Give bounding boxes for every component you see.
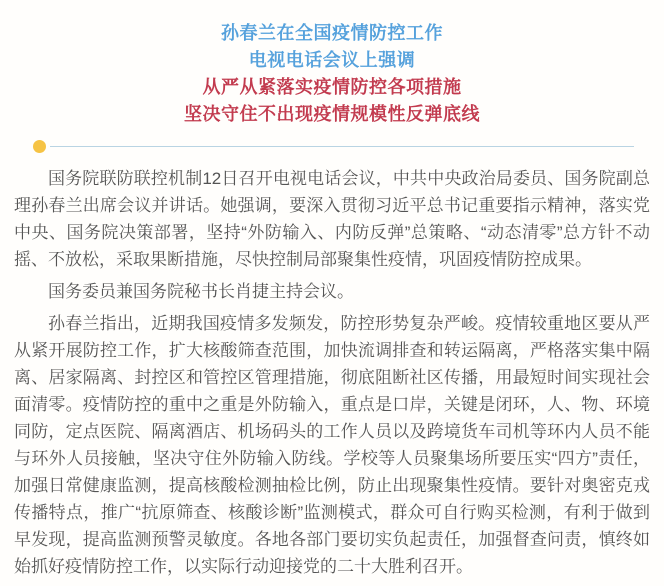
title-line-red-2: 坚决守住不出现疫情规模性反弹底线 xyxy=(184,104,480,124)
divider-line xyxy=(50,146,634,147)
title-line-blue-2: 电视电话会议上强调 xyxy=(248,50,416,70)
section-divider xyxy=(33,139,634,153)
paragraph-1: 国务院联防联控机制12日召开电视电话会议，中共中央政治局委员、国务院副总理孙春兰出席会议并讲话。她强调，要深入贯彻习近平总书记重要指示精神，落实党中央、国务院决策部署，坚持“外防输入、内防反弹”总策略、“动态清零”总方针不动摇、不放松，采取果断措施，尽快控制局部聚集性疫情，巩固疫情防控成果。 xyxy=(14,169,650,269)
yellow-dot-icon xyxy=(33,140,46,153)
paragraph-2: 国务委员兼国务院秘书长肖捷主持会议。 xyxy=(48,282,354,301)
title-line-red-1: 从严从紧落实疫情防控各项措施 xyxy=(202,77,462,97)
article-title xyxy=(0,20,664,128)
article-body xyxy=(0,165,664,580)
title-line-blue-1: 孙春兰在全国疫情防控工作 xyxy=(221,23,443,43)
paragraph-3: 孙春兰指出，近期我国疫情多发频发，防控形势复杂严峻。疫情较重地区要从严从紧开展防控工作，扩大核酸筛查范围，加快流调排查和转运隔离，严格落实集中隔离、居家隔离、封控区和管控区管理措施，彻底阻断社区传播，用最短时间实现社会面清零。疫情防控的重中之重是外防输入，重点是口岸，关键是闭环，人、物、环境同防，定点医院、隔离酒店、机场码头的工作人员以及跨境货车司机等环内人员不能与环外人员接触，坚决守住外防输入防线。学校等人员聚集场所要压实“四方”责任，加强日常健康监测，提高核酸检测抽检比例，防止出现聚集性疫情。要针对奥密克戎传播特点，推广“抗原筛查、核酸诊断”监测模式，群众可自行购买检测，有利于做到早发现，提高监测预警灵敏度。各地各部门要切实负起责任，加强督查问责，慎终如始抓好疫情防控工作，以实际行动迎接党的二十大胜利召开。 xyxy=(14,314,650,576)
